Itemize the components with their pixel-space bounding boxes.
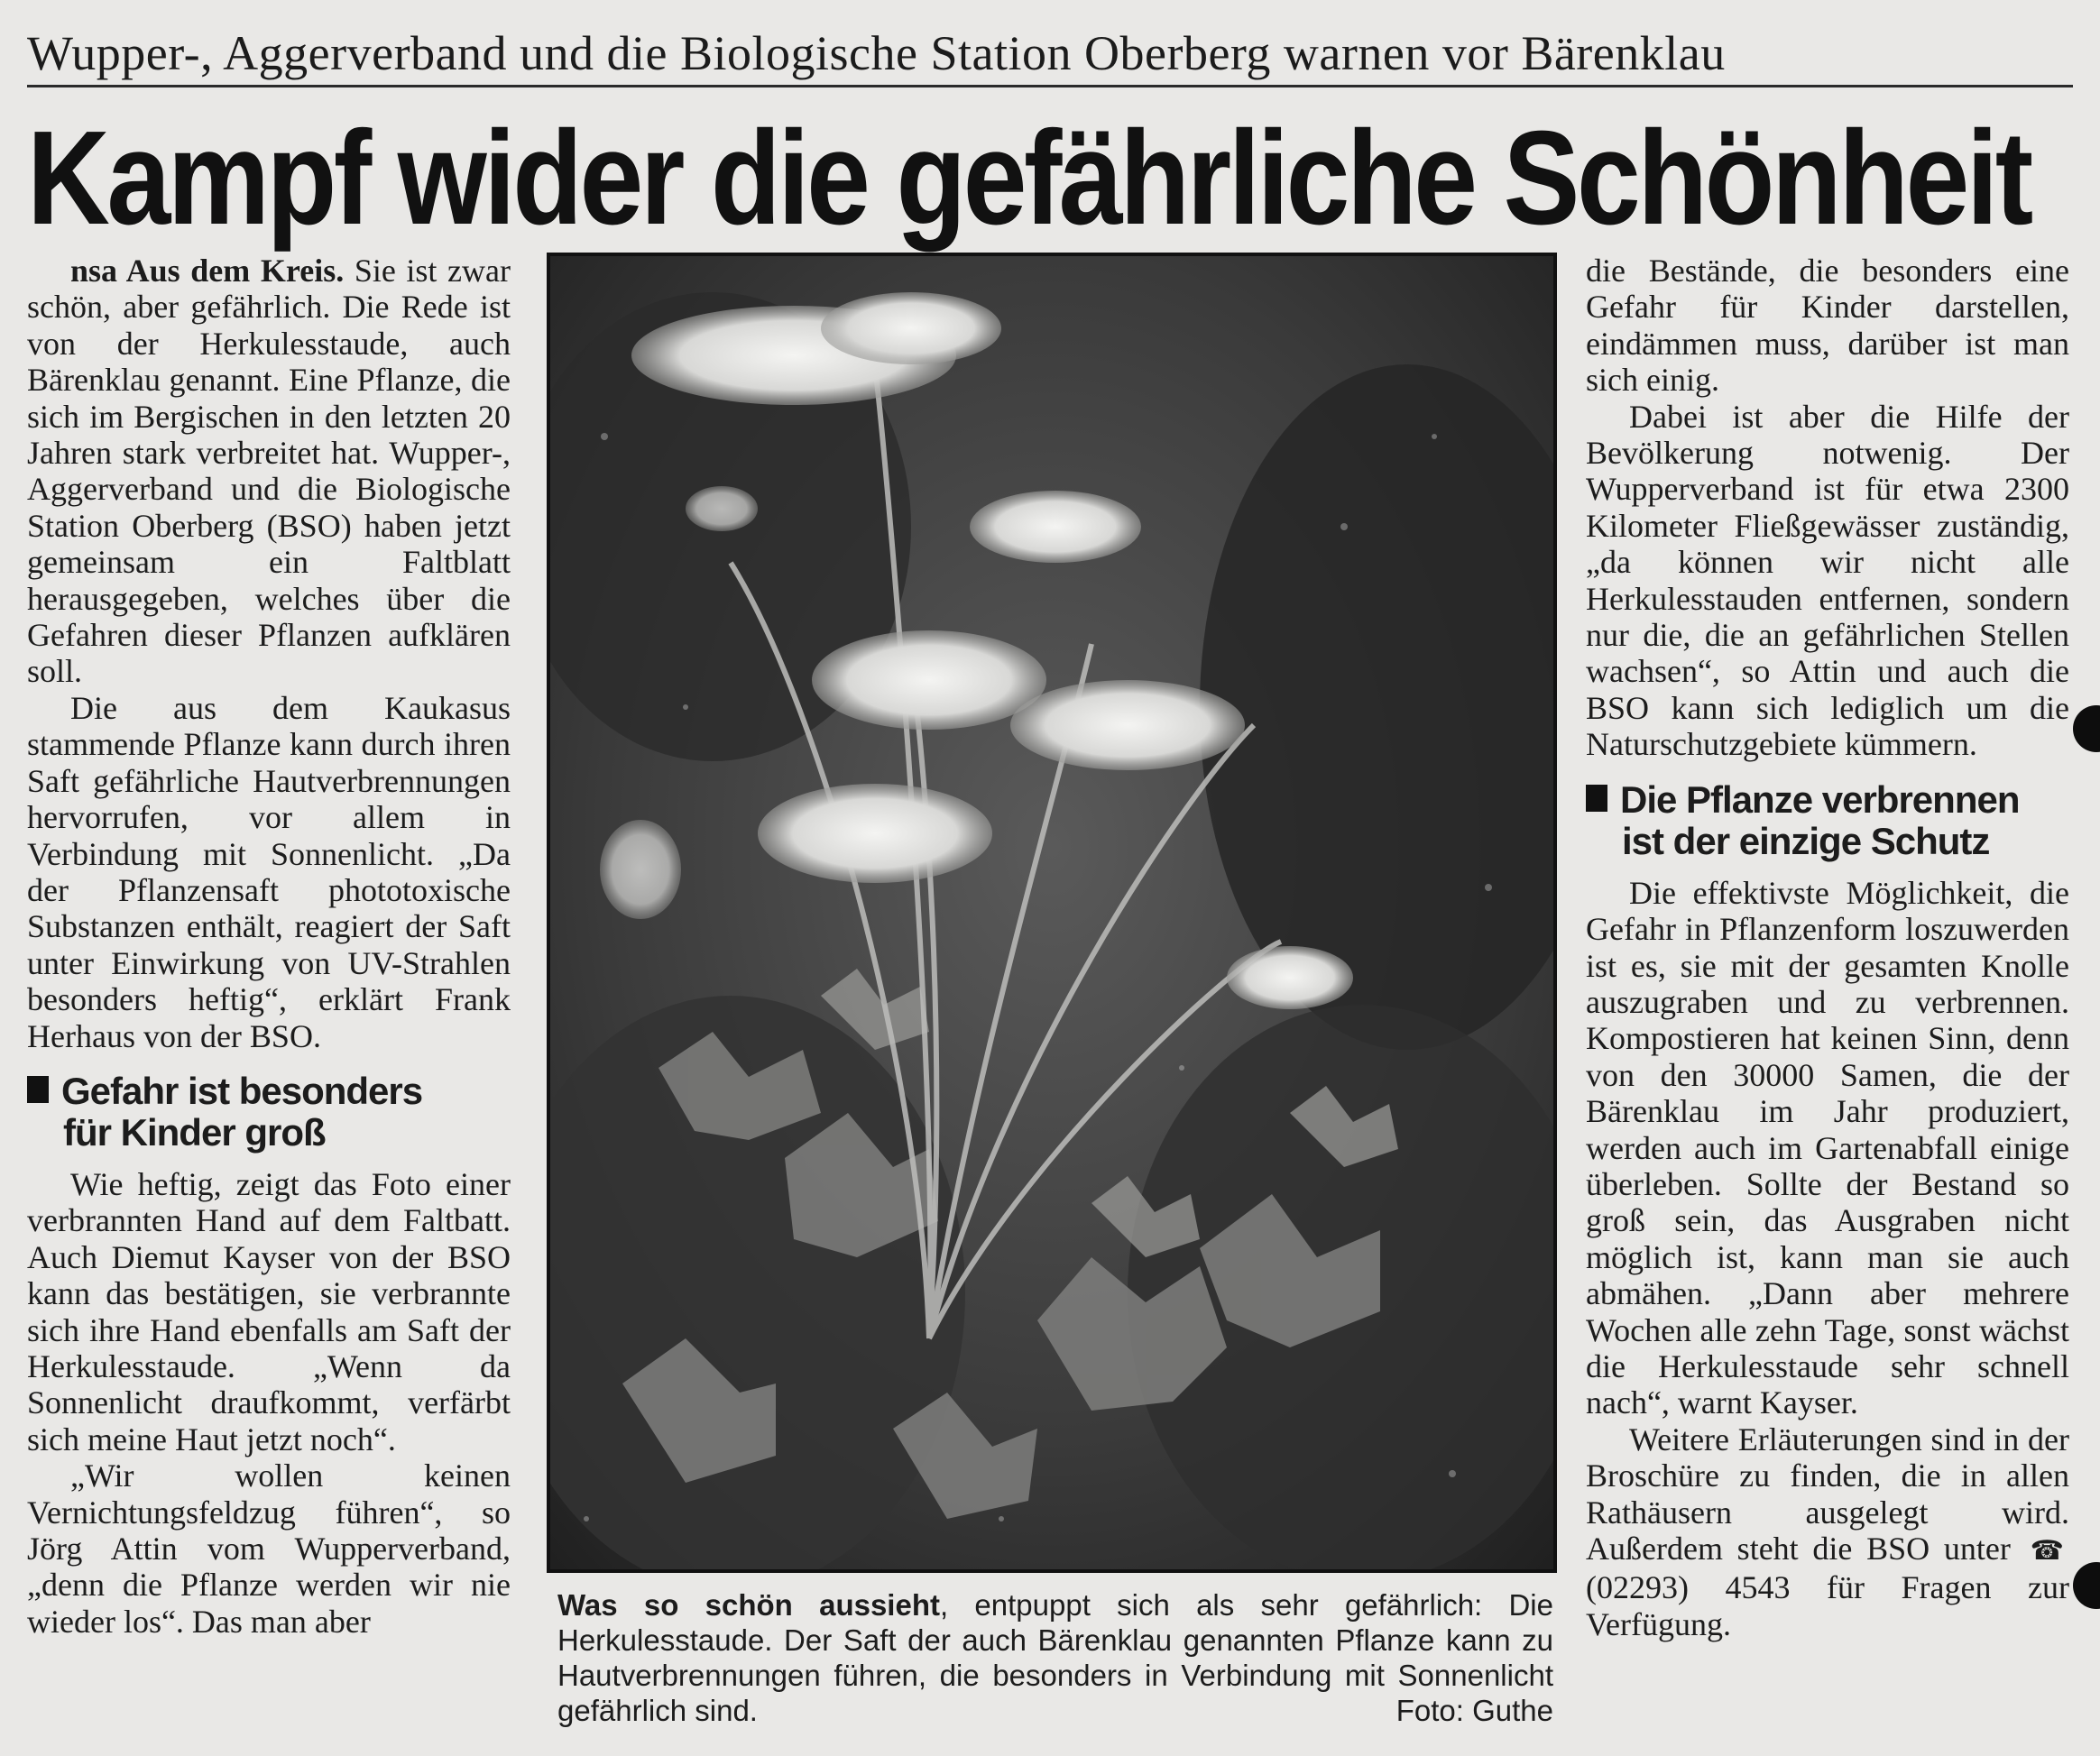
subheading (27, 1071, 511, 1154)
paragraph: Die aus dem Kaukasus stammende Pflanze kann durch ihren Saft gefährliche Hautverbrennungen hervorrufen, vor allem in Verbindung mit Sonnenlicht. „Da der Pflanzensaft phototoxische Substanzen enthält, reagiert der Saft unter Einwirkung von UV-Strahlen besonders heftig“, erklärt Frank Herhaus von der BSO. (27, 689, 511, 1054)
paragraph: „Wir wollen keinen Vernichtungsfeldzug führen“, so Jörg Attin vom Wupperverband, „denn die Pflanze werden wir nie wieder los“. Das man aber (27, 1457, 511, 1640)
photo-credit: Foto: Guthe (1395, 1694, 1553, 1727)
phone-number: (02293) 4543 (1586, 1569, 1791, 1606)
punch-hole (2073, 1562, 2100, 1609)
caption-text: , entpuppt sich als sehr gefährlich: Die Herkulesstaude. Der Saft der auch Bärenklau genannten Pflanze kann zu Hautverbrennungen führen, die besonders in Verbindung mit Sonnenlicht gefährlich sind. (557, 1588, 1553, 1727)
kicker-line: Wupper-, Aggerverband und die Biologische Station Oberberg warnen vor Bärenklau (27, 26, 1726, 80)
paragraph: Dabei ist aber die Hilfe der Bevölkerung notwenig. Der Wupperverband ist für etwa 2300 Kilometer Fließgewässer zuständig, „da können wir nicht alle Herkulesstauden entfernen, sondern nur die, die an gefährlichen Stellen wachsen“, so Attin und auch die BSO kann sich lediglich um die Naturschutzgebiete kümmern. (1586, 398, 2069, 763)
article-column-right (1586, 253, 2069, 1642)
paragraph: Die effektivste Möglichkeit, die Gefahr in Pflanzenform loszuwerden ist es, sie mit der gesamten Knolle auszugraben und zu verbrennen. Kompostieren hat keinen Sinn, denn von den 30000 Samen, die der Bärenklau im Jahr produziert, werden auch im Gartenabfall einige überleben. Sollte der Bestand so groß sein, das Ausgraben nicht möglich ist, kann man sie auch abmähen. „Dann aber mehrere Wochen alle zehn Tage, sonst wächst die Herkulesstaude sehr schnell nach“, warnt Kayser. (1586, 874, 2069, 1421)
article-column-left (27, 253, 511, 1640)
subheading-line2: für Kinder groß (63, 1110, 326, 1154)
article-photo (547, 253, 1557, 1573)
subheading (1586, 779, 2069, 862)
paragraph-text: Weitere Erläuterungen sind in der Broschüre zu finden, die in allen Rathäusern ausgelegt wird. Außerdem steht die BSO unter (1586, 1420, 2069, 1567)
bullet-square-icon (1586, 785, 1607, 812)
caption-lead: Was so schön aussieht (557, 1588, 940, 1622)
photo-caption (557, 1587, 1553, 1728)
dateline: nsa Aus dem Kreis. (70, 253, 345, 289)
punch-hole (2073, 705, 2100, 752)
subheading-line1: Gefahr ist besonders (61, 1069, 423, 1112)
paragraph (27, 253, 511, 690)
bullet-square-icon (27, 1076, 49, 1103)
paragraph: die Bestände, die besonders eine Gefahr für Kinder darstellen, eindämmen muss, darüber ist man sich einig. (1586, 253, 2069, 399)
kicker-rule (27, 85, 2073, 87)
telephone-icon: ☎ (2030, 1535, 2065, 1567)
subheading-line2: ist der einzige Schutz (1622, 819, 1990, 862)
subheading-line1: Die Pflanze verbrennen (1620, 777, 2020, 821)
paragraph: Wie heftig, zeigt das Foto einer verbrannten Hand auf dem Faltbatt. Auch Diemut Kayser von der BSO kann das bestätigen, sie verbrannte sich ihre Hand ebenfalls am Saft der Herkulesstaude. „Wenn da Sonnenlicht draufkommt, verfärbt sich meine Haut jetzt noch“. (27, 1165, 511, 1457)
paragraph (1586, 1421, 2069, 1642)
headline: Kampf wider die gefährliche Schönheit (27, 104, 2031, 253)
paragraph-text: für Fragen zur Verfügung. (1586, 1569, 2069, 1642)
paragraph-text: Sie ist zwar schön, aber gefährlich. Die Rede ist von der Herkulesstaude, auch Bärenklau genannt. Eine Pflanze, die sich im Bergischen in den letzten 20 Jahren stark verbreitet hat. Wupper-, Aggerverband und die Biologische Station Oberberg (BSO) haben jetzt gemeinsam ein Faltblatt herausgegeben, welches über die Gefahren dieser Pflanzen aufklären soll. (27, 253, 511, 690)
hogweed-photo-illustration (550, 256, 1553, 1569)
